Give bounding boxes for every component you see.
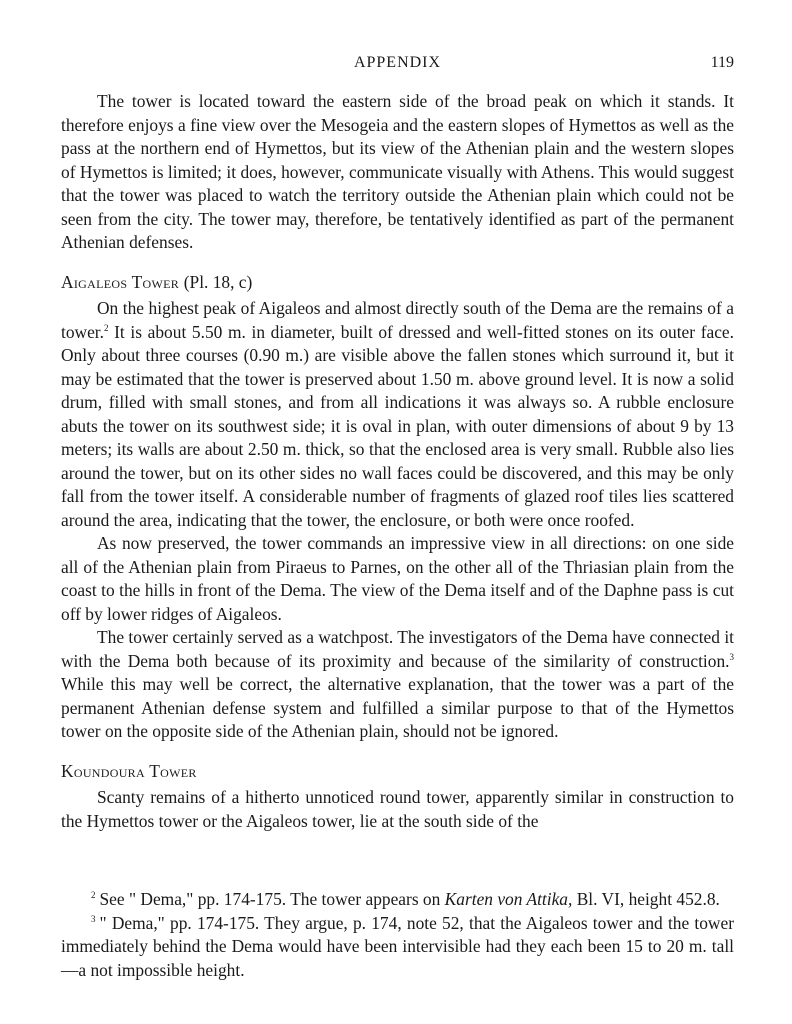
- footnote-3: [61, 912, 734, 983]
- page-number: 119: [710, 54, 734, 71]
- body-text: [61, 90, 734, 833]
- plate-reference: (Pl. 18, c): [183, 271, 253, 292]
- running-header: [61, 54, 734, 78]
- footnote-ref-3[interactable]: 3: [729, 651, 734, 662]
- footnote-ref-2[interactable]: 2: [103, 322, 109, 333]
- heading-text: Koundoura Tower: [61, 760, 197, 781]
- paragraph-text: On the highest peak of Aigaleos and almost directly south of the Dema are the remains of a tower.: [61, 298, 734, 342]
- paragraph-text: While this may well be correct, the alternative explanation, that the tower was a part of the permanent Athenian defense system and fulfilled a similar purpose to that of the Hymettos tower on the opposite side of the Athenian plain, should not be ignored.: [61, 674, 734, 741]
- paragraph-aigaleos-view: As now preserved, the tower commands an impressive view in all directions: on one side all of the Athenian plain from Piraeus to Parnes, on the other all of the Thriasian plain from the coast to the hills in front of the Dema. The view of the Dema itself and of the Daphne pass is cut off by lower ridges of Aigaleos.: [61, 533, 734, 624]
- footnote-text: " Dema," pp. 174-175. They argue, p. 174, note 52, that the Aigaleos tower and the tower immediately behind the Dema would have been intervisible had they each been 15 to 20 m. tall—a not impossible height.: [61, 912, 734, 980]
- footnote-2: [61, 888, 734, 912]
- footnote-text: See " Dema," pp. 174-175. The tower appears on: [99, 889, 445, 909]
- paragraph-aigaleos-purpose: [61, 626, 734, 744]
- footnote-mark-3: 3: [91, 913, 96, 924]
- footnote-mark-2: 2: [91, 890, 96, 901]
- footnote-text: Bl. VI, height 452.8.: [572, 889, 720, 909]
- footnotes: [61, 888, 734, 982]
- section-heading-aigaleos-tower: [61, 271, 734, 295]
- paragraph-text: The tower certainly served as a watchpost. The investigators of the Dema have connected it with the Dema both because of its proximity and because of the similarity of construction.: [61, 627, 734, 671]
- section-heading-koundoura-tower: [61, 760, 734, 784]
- paragraph-koundoura-description: Scanty remains of a hitherto unnoticed round tower, apparently similar in construction to the Hymettos tower or the Aigaleos tower, lie at the south side of the: [61, 787, 734, 831]
- footnote-citation-italic: Karten von Attika,: [444, 889, 573, 909]
- running-title: APPENDIX: [353, 54, 442, 71]
- heading-text: Aigaleos Tower: [61, 271, 180, 292]
- paragraph-aigaleos-description: [61, 297, 734, 532]
- paragraph-hymettos-tower-conclusion: The tower is located toward the eastern side of the broad peak on which it stands. It therefore enjoys a fine view over the Mesogeia and the eastern slopes of Hymettos as well as the pass at the northern end of Hymettos, but its view of the Athenian plain and the western slopes of Hymettos is limited; it does, however, communicate visually with Athens. This would suggest that the tower was placed to watch the territory outside the Athenian plain which could not be seen from the city. The tower may, therefore, be tentatively identified as part of the permanent Athenian defenses.: [61, 91, 734, 252]
- paragraph-text: It is about 5.50 m. in diameter, built of dressed and well-fitted stones on its outer face. Only about three courses (0.90 m.) are visible above the fallen stones which surround it, but it may be estimated that the tower is preserved about 1.50 m. above ground level. It is now a solid drum, filled with small stones, and from all indications it was always so. A rubble enclosure abuts the tower on its southwest side; it is oval in plan, with outer dimensions of about 9 by 13 meters; its walls are about 2.50 m. thick, so that the enclosed area is very small. Rubble also lies around the tower, but on its other sides no wall faces could be discovered, and this may be only fall from the tower itself. A considerable number of fragments of glazed roof tiles lies scattered around the area, indicating that the tower, the enclosure, or both were once roofed.: [61, 321, 734, 530]
